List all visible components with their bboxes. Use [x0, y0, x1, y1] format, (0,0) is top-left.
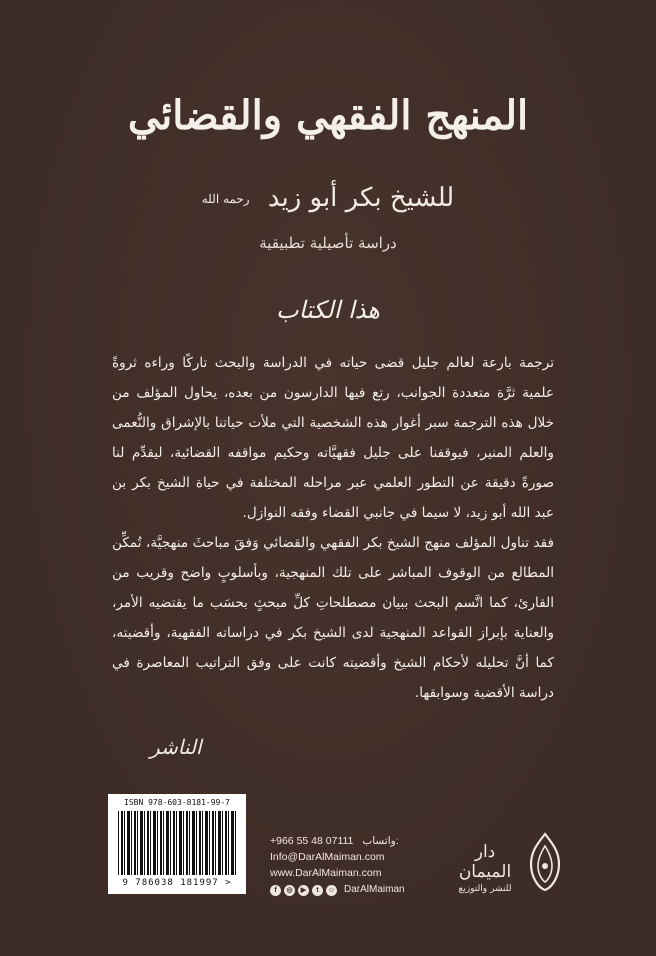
publisher-logo-text — [450, 842, 520, 894]
isbn-barcode — [108, 794, 246, 894]
publisher-signature: الناشر — [150, 735, 202, 759]
website-row: www.DarAlMaiman.com — [270, 867, 382, 879]
publisher-subtitle: للنشر والتوزيع — [458, 884, 512, 894]
isbn-label: ISBN 978-603-8181-99-7 — [124, 798, 230, 807]
book-description — [112, 348, 554, 708]
social-handle: DarAlMaiman — [344, 884, 405, 895]
email-row: Info@DarAlMaiman.com — [270, 851, 385, 863]
youtube-icon: ▶ — [298, 885, 309, 896]
description-paragraph: ترجمة بارعة لعالم جليل قضى حياته في الدراسة والبحث تاركًا وراءه ثروةً علمية ثرَّة متعددة الجوانب، رتع فيها الدارسون من بعده، يحاول المؤلف من خلال هذه الترجمة سبر أغوار هذه الشخصية التي ملأت حياتنا بالإشراق والنُّعمى والعلم المنير، فيوقفنا على جليل فقهيَّاته وحكيم مواقفه القضائية، ليقدِّم لنا صورةً دقيقة عن التطور العلمي عبر مراحله المختلفة في حياة الشيخ بكر بن عبد الله أبو زيد، لا سيما في جانبي القضاء وفقه النوازل. — [112, 355, 554, 521]
description-paragraph: فقد تناول المؤلف منهج الشيخ بكر الفقهي والقضائي وَفقَ مباحثَ منهجيَّة، تُمكِّن المطالع من الوقوف المباشر على تلك المنهجية، وبأسلوبٍ واضح وقريب من القارئ، كما اتَّسم البحث ببيان مصطلحاتِ كلِّ مبحثٍ بحسَب ما يقتضيه الأمر، والعناية بإبراز القواعد المنهجية لدى الشيخ بكر في دراساته الفقهية، وأقضيته، كما أنَّ تحليله لأحكام الشيخ وأقضيته كانت على وفق التراتيب المعاصرة في دراسة الأقضية وسوابقها. — [112, 535, 554, 701]
publisher-contact — [270, 833, 470, 898]
snapchat-icon: ☺ — [327, 886, 336, 894]
facebook-icon: f — [270, 885, 281, 896]
author-name: للشيخ بكر أبو زيد — [267, 183, 455, 213]
phone-number: +966 55 48 07111 — [270, 835, 354, 847]
about-book-heading: هذا الكتاب — [276, 296, 380, 324]
barcode-bars — [118, 811, 238, 875]
barcode-digits: 9 786038 181997 > — [122, 878, 232, 888]
phone-row — [270, 833, 470, 849]
book-tagline: دراسة تأصيلية تطبيقية — [259, 234, 397, 252]
book-author-line — [0, 183, 656, 213]
book-title: المنهج الفقهي والقضائي — [127, 92, 529, 139]
author-blessing: رحمه الله — [201, 192, 250, 206]
twitter-icon: t — [312, 885, 323, 896]
social-row — [270, 882, 470, 898]
publisher-name: دار الميمان — [458, 842, 512, 882]
whatsapp-label: واتساب: — [362, 835, 399, 847]
publisher-emblem-icon — [527, 832, 563, 892]
instagram-icon: ◎ — [284, 885, 295, 896]
